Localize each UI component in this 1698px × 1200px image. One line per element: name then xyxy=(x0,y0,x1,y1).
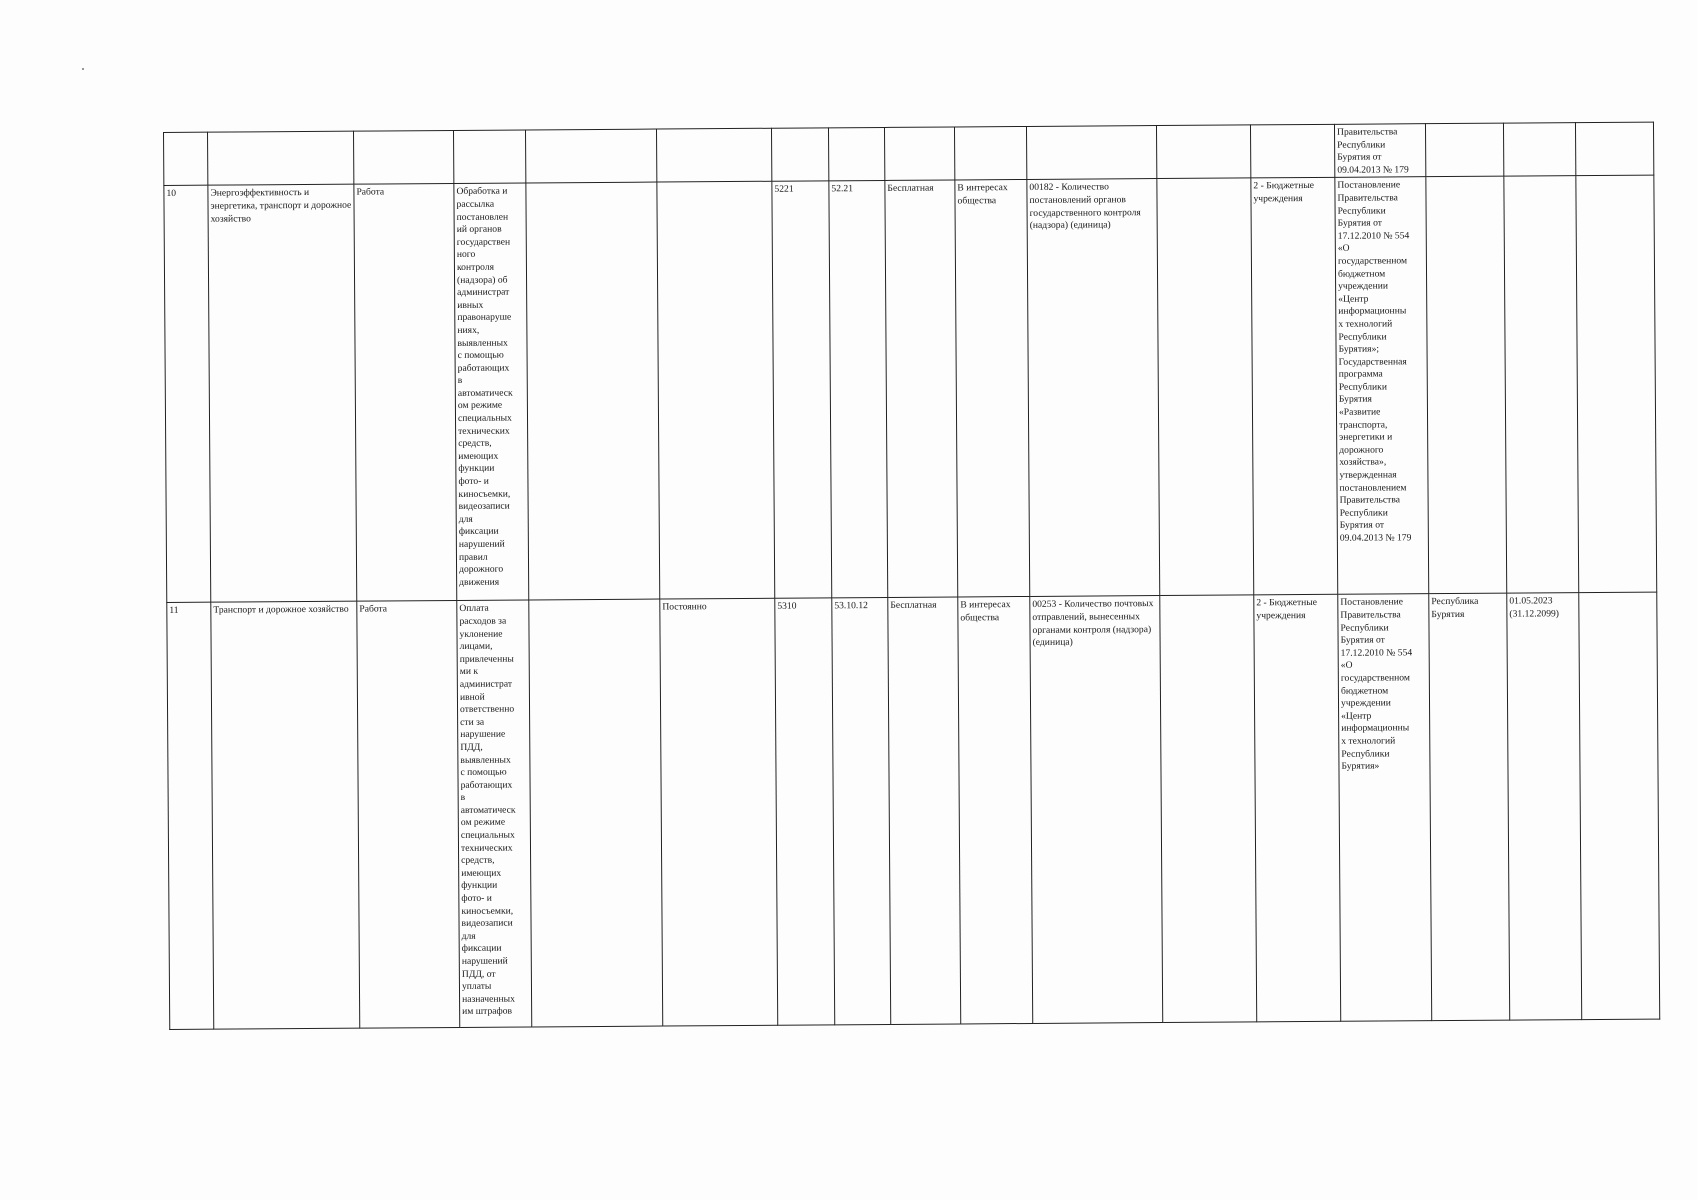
cell-type xyxy=(354,184,457,602)
cell-institution xyxy=(1254,595,1341,1023)
dates-text: 01.05.2023 (31.12.2099) xyxy=(1509,595,1559,620)
cell-extra xyxy=(1575,122,1653,176)
region-text xyxy=(1428,179,1501,180)
cell-code xyxy=(772,181,832,598)
cell-col6 xyxy=(656,128,771,182)
cell-region xyxy=(1429,594,1510,1022)
cell-indicator xyxy=(1026,126,1156,180)
cell-region xyxy=(1426,177,1507,595)
cell-payment xyxy=(884,127,954,181)
cell-col12 xyxy=(1157,178,1254,596)
scan-speck xyxy=(82,68,84,70)
cell-npa xyxy=(1338,594,1432,1022)
cell-type xyxy=(357,601,460,1029)
type-text: Работа xyxy=(359,603,388,616)
cell-okved xyxy=(828,127,884,181)
registry-table xyxy=(163,122,1660,1031)
cell-institution xyxy=(1250,124,1334,178)
code-text: 5221 xyxy=(774,183,794,196)
type-text: Работа xyxy=(356,186,385,199)
table-row xyxy=(164,175,1657,602)
col5-text xyxy=(531,602,657,603)
cell-col5 xyxy=(526,182,660,600)
npa-text: Постановление Правительства Республики Бурятия от 17.12.2010 № 554 «О государственном бюджетном учреждении «Центр информационны х технологий Республики Бурятия» xyxy=(1340,596,1413,772)
cell-sphere xyxy=(208,131,354,185)
col6-text: Постоянно xyxy=(662,601,707,613)
okved-text: 53.10.12 xyxy=(834,600,868,612)
cell-dates xyxy=(1503,123,1575,177)
cell-interest xyxy=(958,597,1033,1024)
cell-payment xyxy=(888,597,961,1024)
cell-extra xyxy=(1576,175,1657,593)
row-number: 11 xyxy=(169,605,179,617)
registry-sheet xyxy=(163,122,1659,1031)
col12-text xyxy=(1159,181,1248,182)
cell-npa xyxy=(1335,177,1429,595)
payment-text: Бесплатная xyxy=(890,599,937,612)
cell-col5 xyxy=(525,129,656,183)
institution-text: 2 - Бюджетные учреждения xyxy=(1253,180,1315,205)
cell-extra xyxy=(1579,592,1660,1020)
cell-service xyxy=(453,130,525,184)
cell-okved xyxy=(832,598,891,1025)
cell-interest xyxy=(955,180,1030,597)
col6-text xyxy=(659,184,769,185)
indicator-text: 00253 - Количество почтовых отправлений, вынесенных органами контроля (надзора) (единица) xyxy=(1032,598,1154,649)
sphere-text: Транспорт и дорожное хозяйство xyxy=(213,604,349,617)
institution-text: 2 - Бюджетные учреждения xyxy=(1256,597,1318,622)
sphere-text: Энергоэффективность и энергетика, транспорт и дорожное хозяйство xyxy=(210,187,352,225)
npa-text: Постановление Правительства Республики Бурятия от 17.12.2010 № 554 «О государственном бюджетном учреждении «Центр информационны х технологий Республики Бурятия»; Государственная программа Республики Бурятия «Развитие транспорта, энергетики и дорожного хозяйства», утвержденная постановлением Правительства Республики Бурятия от 09.04.2013 № 179 xyxy=(1337,179,1412,544)
cell-indicator xyxy=(1027,179,1160,597)
okved-text: 52.21 xyxy=(831,183,854,195)
npa-text: Правительства Республики Бурятия от 09.04.2013 № 179 xyxy=(1336,126,1409,176)
cell-code xyxy=(771,128,828,182)
cell-region xyxy=(1425,123,1503,177)
service-text: Оплата расходов за уклонение лицами, привлеченны ми к администрат ивной ответственно сти за нарушение ПДД, выявленных с помощью работающих в автоматическ ом режиме специальных технических средств, имеющих функции фото- и киносъемки, видеозаписи для фиксации нарушений ПДД, от уплаты назначенных им штрафов xyxy=(459,603,516,1018)
cell-dates xyxy=(1507,593,1582,1020)
cell-sphere xyxy=(208,185,357,603)
cell-service xyxy=(454,183,529,600)
cell-col12 xyxy=(1160,595,1257,1023)
cell-npa xyxy=(1334,124,1425,178)
col12-text xyxy=(1162,598,1251,599)
cell-num xyxy=(167,603,214,1030)
cell-col6 xyxy=(660,599,778,1027)
cell-num xyxy=(164,132,208,186)
cell-indicator xyxy=(1030,596,1163,1024)
cell-col5 xyxy=(529,599,663,1027)
cell-num xyxy=(164,186,211,603)
cell-type xyxy=(353,130,453,184)
cell-service xyxy=(457,600,532,1027)
cell-col12 xyxy=(1156,125,1250,179)
cell-payment xyxy=(885,180,958,597)
row-number: 10 xyxy=(166,188,177,200)
interest-text: В интересах общества xyxy=(957,182,1008,207)
region-text: Республика Бурятия xyxy=(1431,596,1479,621)
service-text: Обработка и рассылка постановлен ий органов государствен ного контроля (надзора) об администрат ивных правонаруше ниях, выявленных с помощью работающих в автоматическ ом режиме специальных технических средств, имеющих функции фото- и киносъемки, видеозаписи для фиксации нарушений правил дорожного движения xyxy=(456,185,513,588)
code-text: 5310 xyxy=(777,600,797,613)
indicator-text: 00182 - Количество постановлений органов государственного контроля (надзора) (единица) xyxy=(1029,181,1141,232)
cell-institution xyxy=(1251,178,1338,596)
cell-code xyxy=(775,598,835,1025)
cell-sphere xyxy=(211,602,360,1030)
cell-okved xyxy=(829,181,888,598)
table-row xyxy=(167,592,1660,1029)
payment-text: Бесплатная xyxy=(887,182,934,195)
cell-interest xyxy=(954,126,1026,180)
cell-dates xyxy=(1504,176,1579,593)
cell-col6 xyxy=(657,182,775,600)
interest-text: В интересах общества xyxy=(960,599,1011,624)
col5-text xyxy=(528,185,654,186)
